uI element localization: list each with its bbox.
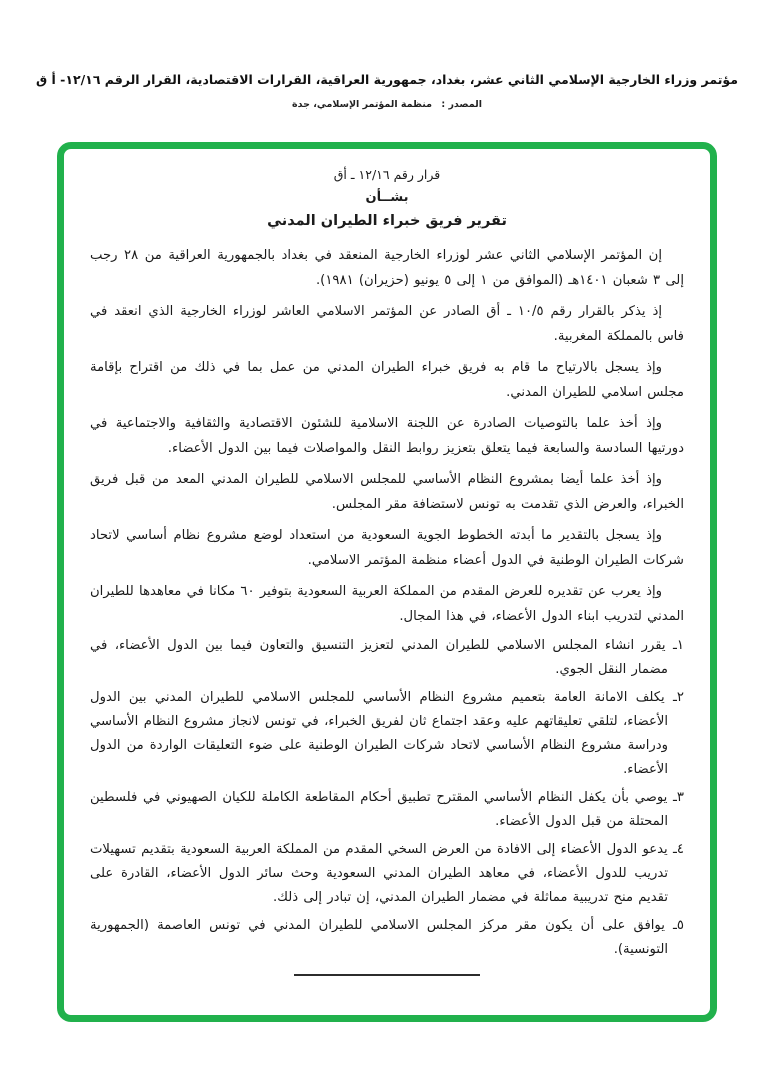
preamble-paragraph-3: وإذ يسجل بالارتياح ما قام به فريق خبراء الطيران المدني من عمل بما في ذلك من اقتراح بإقامة مجلس اسلامي للطيران المدني. xyxy=(90,360,684,400)
conference-header: مؤتمر وزراء الخارجية الإسلامي الثاني عشر، بغداد، جمهورية العراقية، القرارات الاقتصادية، القرار الرقم ١٢/١٦- أ ق xyxy=(36,72,738,87)
preamble-paragraph-5: وإذ أخذ علما أيضا بمشروع النظام الأساسي للمجلس الاسلامي للطيران المدني المعد من قبل فريق الخبراء، والعرض الذي تقدمت به تونس لاستضافة مقر المجلس. xyxy=(90,472,684,512)
operative-item-1: ١ـ يقرر انشاء المجلس الاسلامي للطيران المدني لتعزيز التنسيق والتعاون فيما بين الدول الأعضاء، في مضمار النقل الجوي. xyxy=(90,638,684,677)
operative-item-3: ٣ـ يوصي بأن يكفل النظام الأساسي المقترح تطبيق أحكام المقاطعة الكاملة للكيان الصهيوني في فلسطين المحتلة من قبل الدول الأعضاء. xyxy=(90,790,684,829)
operative-item-2: ٢ـ يكلف الامانة العامة بتعميم مشروع النظام الأساسي للمجلس الاسلامي للطيران المدني بين الدول الأعضاء، لتلقي تعليقاتهم عليه وعقد اجتماع ثان لفريق الخبراء، في تونس لانجاز مشروع النظام الأساسي ودراسة مشروع النظام الأساسي لاتحاد شركات الطيران الوطنية على ضوء التعليقات الواردة من الدول الأعضاء. xyxy=(90,690,684,777)
document-frame xyxy=(57,142,717,1022)
resolution-regarding: بشــأن xyxy=(365,190,409,205)
preamble-paragraph-2: إذ يذكر بالقرار رقم ١٠/٥ ـ أق الصادر عن المؤتمر الاسلامي العاشر لوزراء الخارجية الذي انعقد في فاس بالمملكة المغربية. xyxy=(90,304,684,344)
source-value: منظمة المؤتمر الإسلامي، جدة xyxy=(292,99,433,110)
resolution-subject: تقرير فريق خبراء الطيران المدني xyxy=(267,213,507,229)
end-divider xyxy=(294,974,480,976)
resolution-title-block xyxy=(90,163,684,234)
preamble-paragraph-6: وإذ يسجل بالتقدير ما أبدته الخطوط الجوية السعودية من استعداد لوضع مشروع نظام أساسي لاتحاد شركات الطيران الوطنية في الدول أعضاء منظمة المؤتمر الاسلامي. xyxy=(90,528,684,568)
preamble-paragraph-4: وإذ أخذ علما بالتوصيات الصادرة عن اللجنة الاسلامية للشئون الاقتصادية والثقافية والاجتماعية في دورتيها السادسة والسابعة فيما يتعلق بتعزيز روابط النقل والمواصلات فيما بين الدول الأعضاء. xyxy=(90,416,684,456)
preamble-paragraph-1: إن المؤتمر الإسلامي الثاني عشر لوزراء الخارجية المنعقد في بغداد بالجمهورية العراقية من ٢٨ رجب إلى ٣ شعبان ١٤٠١هـ (الموافق من ١ إلى ٥ يونيو (حزيران) ١٩٨١). xyxy=(90,248,684,288)
source-line xyxy=(0,99,774,110)
preamble-paragraph-7: وإذ يعرب عن تقديره للعرض المقدم من المملكة العربية السعودية بتوفير ٦٠ مكانا في معاهدها للطيران المدني لتدريب ابناء الدول الأعضاء، في هذا المجال. xyxy=(90,584,684,624)
operative-item-4: ٤ـ يدعو الدول الأعضاء إلى الافادة من العرض السخي المقدم من المملكة العربية السعودية بتقديم تسهيلات تدريب للدول الأعضاء، في معاهد الطيران المدني السعودية وحث سائر الدول الأعضاء، القادرة على تقديم منح تدريبية مماثلة في مضمار الطيران المدني، إن تبادر إلى ذلك. xyxy=(90,842,684,905)
operative-item-5: ٥ـ يوافق على أن يكون مقر مركز المجلس الاسلامي للطيران المدني في تونس العاصمة (الجمهورية التونسية). xyxy=(90,918,684,957)
resolution-number: قرار رقم ١٢/١٦ ـ أق xyxy=(333,167,441,182)
source-label: المصدر : xyxy=(441,99,482,110)
